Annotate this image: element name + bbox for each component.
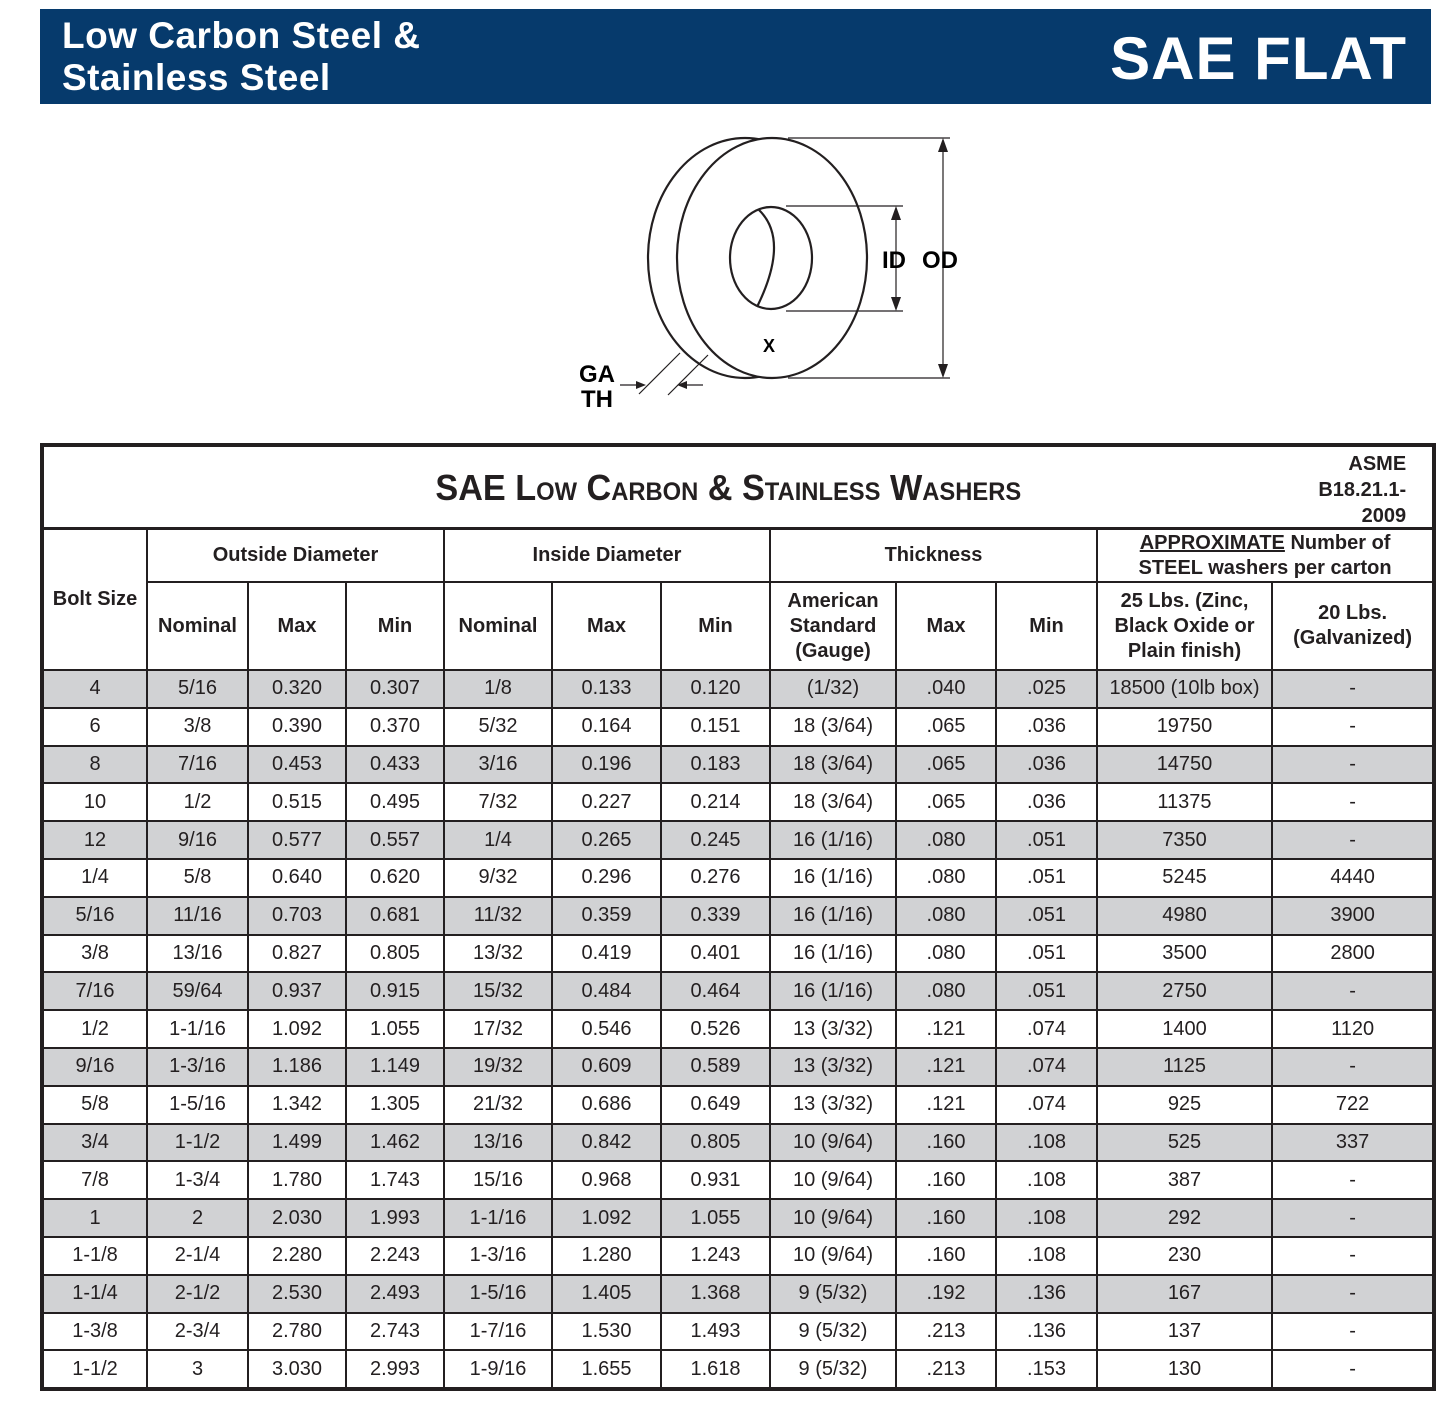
- thickness-max-cell: .160: [896, 1124, 996, 1162]
- carton-25lb-cell: 137: [1097, 1313, 1272, 1351]
- bolt-size-cell: 1-1/4: [42, 1275, 147, 1313]
- id-min-cell: 0.401: [661, 935, 770, 973]
- carton-25lb-cell: 14750: [1097, 746, 1272, 784]
- thickness-max-cell: .080: [896, 935, 996, 973]
- od-max-cell: 0.827: [248, 935, 346, 973]
- carton-20lb-cell: -: [1272, 670, 1434, 708]
- table-title-cell: [42, 445, 1434, 529]
- thickness-min-cell: .051: [996, 897, 1097, 935]
- id-min-cell: 1.368: [661, 1275, 770, 1313]
- id-max-cell: 1.092: [552, 1199, 661, 1237]
- od-max-cell: 2.280: [248, 1237, 346, 1275]
- thickness-min-cell: .025: [996, 670, 1097, 708]
- thickness-min-cell: .074: [996, 1048, 1097, 1086]
- id-max-cell: 0.609: [552, 1048, 661, 1086]
- od-max-cell: 2.030: [248, 1199, 346, 1237]
- material-line-2: Stainless Steel: [62, 57, 331, 98]
- thickness-min-cell: .051: [996, 859, 1097, 897]
- bolt-size-cell: 1/4: [42, 859, 147, 897]
- table-title: SAE Low Carbon & Stainless Washers: [435, 466, 1022, 508]
- carton-25lb-cell: 2750: [1097, 972, 1272, 1010]
- thickness-max-cell: .065: [896, 708, 996, 746]
- bolt-size-cell: 5/8: [42, 1086, 147, 1124]
- thickness-max-cell: .080: [896, 859, 996, 897]
- id-min-cell: 0.339: [661, 897, 770, 935]
- thickness-min-cell: .036: [996, 746, 1097, 784]
- standard-line: B18.21.1-: [1318, 479, 1407, 501]
- thickness-max-cell: .080: [896, 972, 996, 1010]
- thickness-max-cell: .080: [896, 897, 996, 935]
- thickness-min-cell: .036: [996, 708, 1097, 746]
- table-row: [42, 972, 1434, 1010]
- ga-label: GA: [579, 361, 615, 388]
- id-min-cell: 0.151: [661, 708, 770, 746]
- thickness-max-cell: .160: [896, 1199, 996, 1237]
- id-nominal-cell: 21/32: [444, 1086, 552, 1124]
- carton-20lb-cell: -: [1272, 746, 1434, 784]
- carton-20lb-cell: 722: [1272, 1086, 1434, 1124]
- gauge-cell: 9 (5/32): [770, 1350, 896, 1389]
- od-nominal-cell: 1-3/4: [147, 1161, 248, 1199]
- od-nominal-cell: 3: [147, 1350, 248, 1389]
- table-row: [42, 1124, 1434, 1162]
- od-min-cell: 0.620: [346, 859, 444, 897]
- id-nominal-cell: 3/16: [444, 746, 552, 784]
- carton-20lb-cell: 1120: [1272, 1010, 1434, 1048]
- thickness-max-cell: .160: [896, 1161, 996, 1199]
- bolt-size-cell: 1-1/2: [42, 1350, 147, 1389]
- od-max-cell: 1.499: [248, 1124, 346, 1162]
- id-nominal-header: Nominal: [444, 582, 552, 670]
- id-min-cell: 0.214: [661, 783, 770, 821]
- thickness-min-cell: .051: [996, 935, 1097, 973]
- carton-20lb-cell: -: [1272, 1237, 1434, 1275]
- id-nominal-cell: 5/32: [444, 708, 552, 746]
- id-min-cell: 1.243: [661, 1237, 770, 1275]
- thickness-min-cell: .136: [996, 1275, 1097, 1313]
- id-max-cell: 0.227: [552, 783, 661, 821]
- od-max-header: Max: [248, 582, 346, 670]
- gauge-cell: 10 (9/64): [770, 1124, 896, 1162]
- gauge-cell: 16 (1/16): [770, 897, 896, 935]
- bolt-size-cell: 6: [42, 708, 147, 746]
- gauge-cell: 16 (1/16): [770, 972, 896, 1010]
- od-min-cell: 1.993: [346, 1199, 444, 1237]
- thickness-min-cell: .074: [996, 1086, 1097, 1124]
- carton-25lb-cell: 387: [1097, 1161, 1272, 1199]
- id-nominal-cell: 15/16: [444, 1161, 552, 1199]
- bolt-size-cell: 3/8: [42, 935, 147, 973]
- material-title: [62, 15, 420, 99]
- od-nominal-cell: 13/16: [147, 935, 248, 973]
- gauge-cell: 16 (1/16): [770, 859, 896, 897]
- thickness-max-cell: .213: [896, 1350, 996, 1389]
- id-min-cell: 0.183: [661, 746, 770, 784]
- carton-25lb-cell: 230: [1097, 1237, 1272, 1275]
- thickness-max-cell: .065: [896, 783, 996, 821]
- od-nominal-cell: 9/16: [147, 821, 248, 859]
- carton-25lb-cell: 19750: [1097, 708, 1272, 746]
- carton-20lb-cell: -: [1272, 1313, 1434, 1351]
- od-nominal-header: Nominal: [147, 582, 248, 670]
- id-min-header: Min: [661, 582, 770, 670]
- carton-25lb-cell: 1125: [1097, 1048, 1272, 1086]
- id-nominal-cell: 1-5/16: [444, 1275, 552, 1313]
- bolt-size-cell: 1-3/8: [42, 1313, 147, 1351]
- id-max-cell: 0.359: [552, 897, 661, 935]
- table-row: [42, 1237, 1434, 1275]
- thickness-max-cell: .121: [896, 1048, 996, 1086]
- thickness-min-cell: .153: [996, 1350, 1097, 1389]
- bolt-size-cell: 1-1/8: [42, 1237, 147, 1275]
- thickness-min-cell: .108: [996, 1124, 1097, 1162]
- id-min-cell: 0.649: [661, 1086, 770, 1124]
- od-max-cell: 0.515: [248, 783, 346, 821]
- id-min-cell: 0.805: [661, 1124, 770, 1162]
- od-max-cell: 0.320: [248, 670, 346, 708]
- id-max-cell: 1.280: [552, 1237, 661, 1275]
- carton-20lb-cell: 4440: [1272, 859, 1434, 897]
- od-max-cell: 1.342: [248, 1086, 346, 1124]
- od-label: OD: [922, 247, 958, 274]
- standard-line: ASME: [1348, 453, 1407, 475]
- id-nominal-cell: 1-9/16: [444, 1350, 552, 1389]
- bolt-size-cell: 1/2: [42, 1010, 147, 1048]
- id-nominal-cell: 17/32: [444, 1010, 552, 1048]
- od-max-cell: 0.577: [248, 821, 346, 859]
- carton-20lb-cell: -: [1272, 783, 1434, 821]
- id-max-cell: 0.968: [552, 1161, 661, 1199]
- id-min-cell: 0.526: [661, 1010, 770, 1048]
- carton-20lb-cell: 337: [1272, 1124, 1434, 1162]
- table-row: [42, 708, 1434, 746]
- thickness-min-cell: .036: [996, 783, 1097, 821]
- id-max-cell: 0.484: [552, 972, 661, 1010]
- od-max-cell: 2.530: [248, 1275, 346, 1313]
- carton-25lb-header: 25 Lbs. (Zinc, Black Oxide or Plain finish): [1097, 582, 1272, 670]
- carton-20lb-cell: -: [1272, 1048, 1434, 1086]
- standard-reference: [1318, 451, 1406, 529]
- carton-25lb-cell: 5245: [1097, 859, 1272, 897]
- carton-header-emphasis: APPROXIMATE: [1139, 531, 1285, 554]
- table-row: [42, 746, 1434, 784]
- gauge-cell: 16 (1/16): [770, 821, 896, 859]
- carton-20lb-cell: -: [1272, 1161, 1434, 1199]
- table-row: [42, 1161, 1434, 1199]
- thickness-max-cell: .160: [896, 1237, 996, 1275]
- carton-header-rest: Number of STEEL washers per carton: [1138, 531, 1392, 579]
- id-max-cell: 0.419: [552, 935, 661, 973]
- thickness-max-cell: .121: [896, 1086, 996, 1124]
- od-max-cell: 2.780: [248, 1313, 346, 1351]
- id-nominal-cell: 7/32: [444, 783, 552, 821]
- od-nominal-cell: 2-1/2: [147, 1275, 248, 1313]
- thickness-min-cell: .051: [996, 821, 1097, 859]
- carton-25lb-cell: 167: [1097, 1275, 1272, 1313]
- id-nominal-cell: 1-3/16: [444, 1237, 552, 1275]
- carton-25lb-cell: 1400: [1097, 1010, 1272, 1048]
- thickness-max-cell: .040: [896, 670, 996, 708]
- material-line-1: Low Carbon Steel &: [62, 15, 421, 56]
- id-max-cell: 0.196: [552, 746, 661, 784]
- carton-20lb-cell: -: [1272, 1199, 1434, 1237]
- od-min-cell: 0.805: [346, 935, 444, 973]
- od-max-cell: 0.937: [248, 972, 346, 1010]
- inside-diameter-header: Inside Diameter: [444, 529, 770, 583]
- carton-25lb-cell: 18500 (10lb box): [1097, 670, 1272, 708]
- id-max-cell: 0.133: [552, 670, 661, 708]
- id-min-cell: 1.055: [661, 1199, 770, 1237]
- bolt-size-cell: 7/16: [42, 972, 147, 1010]
- carton-20lb-cell: -: [1272, 1350, 1434, 1389]
- product-title: SAE FLAT: [1110, 25, 1407, 92]
- gauge-cell: 9 (5/32): [770, 1313, 896, 1351]
- washer-diagram: [560, 120, 980, 420]
- gauge-cell: 10 (9/64): [770, 1161, 896, 1199]
- od-min-cell: 0.370: [346, 708, 444, 746]
- bolt-size-cell: 3/4: [42, 1124, 147, 1162]
- table-row: [42, 1199, 1434, 1237]
- thickness-min-cell: .074: [996, 1010, 1097, 1048]
- bolt-size-header: Bolt Size: [42, 529, 147, 671]
- od-nominal-cell: 5/16: [147, 670, 248, 708]
- bolt-size-cell: 9/16: [42, 1048, 147, 1086]
- od-min-cell: 2.493: [346, 1275, 444, 1313]
- id-min-cell: 0.464: [661, 972, 770, 1010]
- table-row: [42, 670, 1434, 708]
- od-nominal-cell: 3/8: [147, 708, 248, 746]
- od-min-cell: 0.915: [346, 972, 444, 1010]
- carton-20lb-cell: -: [1272, 1275, 1434, 1313]
- carton-20lb-cell: -: [1272, 708, 1434, 746]
- id-min-cell: 0.931: [661, 1161, 770, 1199]
- od-max-cell: 1.780: [248, 1161, 346, 1199]
- id-nominal-cell: 1-7/16: [444, 1313, 552, 1351]
- gauge-cell: 13 (3/32): [770, 1010, 896, 1048]
- od-nominal-cell: 1-1/2: [147, 1124, 248, 1162]
- od-nominal-cell: 11/16: [147, 897, 248, 935]
- carton-20lb-cell: -: [1272, 821, 1434, 859]
- table-row: [42, 935, 1434, 973]
- id-max-cell: 1.405: [552, 1275, 661, 1313]
- id-min-cell: 1.493: [661, 1313, 770, 1351]
- carton-20lb-cell: 3900: [1272, 897, 1434, 935]
- id-nominal-cell: 13/16: [444, 1124, 552, 1162]
- outside-diameter-header: Outside Diameter: [147, 529, 444, 583]
- thickness-max-cell: .213: [896, 1313, 996, 1351]
- od-min-cell: 0.433: [346, 746, 444, 784]
- table-row: [42, 1313, 1434, 1351]
- od-nominal-cell: 2-1/4: [147, 1237, 248, 1275]
- carton-25lb-cell: 11375: [1097, 783, 1272, 821]
- od-nominal-cell: 2: [147, 1199, 248, 1237]
- id-label: ID: [882, 247, 906, 274]
- carton-25lb-cell: 130: [1097, 1350, 1272, 1389]
- id-nominal-cell: 19/32: [444, 1048, 552, 1086]
- od-nominal-cell: 7/16: [147, 746, 248, 784]
- x-label: X: [763, 336, 776, 356]
- carton-20lb-header: 20 Lbs. (Galvanized): [1272, 582, 1434, 670]
- gauge-header: American Standard (Gauge): [770, 582, 896, 670]
- gauge-cell: 18 (3/64): [770, 783, 896, 821]
- gauge-cell: 13 (3/32): [770, 1048, 896, 1086]
- id-max-cell: 0.546: [552, 1010, 661, 1048]
- id-nominal-cell: 13/32: [444, 935, 552, 973]
- id-nominal-cell: 11/32: [444, 897, 552, 935]
- thickness-min-cell: .108: [996, 1237, 1097, 1275]
- id-min-cell: 0.120: [661, 670, 770, 708]
- gauge-cell: 9 (5/32): [770, 1275, 896, 1313]
- bolt-size-cell: 7/8: [42, 1161, 147, 1199]
- od-min-cell: 1.055: [346, 1010, 444, 1048]
- table-row: [42, 1048, 1434, 1086]
- thickness-header: Thickness: [770, 529, 1097, 583]
- od-max-cell: 0.390: [248, 708, 346, 746]
- carton-25lb-cell: 525: [1097, 1124, 1272, 1162]
- table-row: [42, 821, 1434, 859]
- thickness-max-cell: .192: [896, 1275, 996, 1313]
- thickness-min-cell: .051: [996, 972, 1097, 1010]
- id-max-cell: 0.164: [552, 708, 661, 746]
- od-min-cell: 1.743: [346, 1161, 444, 1199]
- bolt-size-cell: 10: [42, 783, 147, 821]
- od-max-cell: 3.030: [248, 1350, 346, 1389]
- od-max-cell: 0.453: [248, 746, 346, 784]
- id-min-cell: 0.276: [661, 859, 770, 897]
- table-row: [42, 1010, 1434, 1048]
- washer-spec-table: [40, 443, 1436, 1391]
- id-nominal-cell: 1/8: [444, 670, 552, 708]
- od-nominal-cell: 1/2: [147, 783, 248, 821]
- id-min-cell: 0.589: [661, 1048, 770, 1086]
- gauge-cell: 18 (3/64): [770, 708, 896, 746]
- thickness-max-cell: .065: [896, 746, 996, 784]
- id-min-cell: 0.245: [661, 821, 770, 859]
- id-max-cell: 1.655: [552, 1350, 661, 1389]
- od-min-cell: 0.557: [346, 821, 444, 859]
- thickness-min-cell: .136: [996, 1313, 1097, 1351]
- id-max-header: Max: [552, 582, 661, 670]
- thickness-min-header: Min: [996, 582, 1097, 670]
- id-nominal-cell: 15/32: [444, 972, 552, 1010]
- id-nominal-cell: 1/4: [444, 821, 552, 859]
- table-row: [42, 1350, 1434, 1389]
- thickness-max-header: Max: [896, 582, 996, 670]
- thickness-min-cell: .108: [996, 1199, 1097, 1237]
- id-nominal-cell: 1-1/16: [444, 1199, 552, 1237]
- id-min-cell: 1.618: [661, 1350, 770, 1389]
- od-nominal-cell: 1-3/16: [147, 1048, 248, 1086]
- table-row: [42, 783, 1434, 821]
- gauge-cell: (1/32): [770, 670, 896, 708]
- id-max-cell: 0.265: [552, 821, 661, 859]
- bolt-size-cell: 8: [42, 746, 147, 784]
- gauge-cell: 10 (9/64): [770, 1199, 896, 1237]
- od-min-cell: 0.681: [346, 897, 444, 935]
- od-nominal-cell: 5/8: [147, 859, 248, 897]
- od-min-cell: 0.307: [346, 670, 444, 708]
- id-max-cell: 0.686: [552, 1086, 661, 1124]
- carton-20lb-cell: -: [1272, 972, 1434, 1010]
- bolt-size-cell: 12: [42, 821, 147, 859]
- od-max-cell: 1.092: [248, 1010, 346, 1048]
- od-nominal-cell: 2-3/4: [147, 1313, 248, 1351]
- table-body: [42, 670, 1434, 1389]
- carton-25lb-cell: 7350: [1097, 821, 1272, 859]
- carton-header: [1097, 529, 1434, 583]
- od-min-cell: 1.149: [346, 1048, 444, 1086]
- gauge-cell: 13 (3/32): [770, 1086, 896, 1124]
- od-max-cell: 0.703: [248, 897, 346, 935]
- carton-25lb-cell: 3500: [1097, 935, 1272, 973]
- table-row: [42, 1086, 1434, 1124]
- carton-25lb-cell: 4980: [1097, 897, 1272, 935]
- table-row: [42, 1275, 1434, 1313]
- od-min-header: Min: [346, 582, 444, 670]
- carton-25lb-cell: 292: [1097, 1199, 1272, 1237]
- gauge-cell: 10 (9/64): [770, 1237, 896, 1275]
- od-min-cell: 1.462: [346, 1124, 444, 1162]
- od-max-cell: 0.640: [248, 859, 346, 897]
- carton-20lb-cell: 2800: [1272, 935, 1434, 973]
- thickness-max-cell: .121: [896, 1010, 996, 1048]
- table-row: [42, 859, 1434, 897]
- od-nominal-cell: 1-1/16: [147, 1010, 248, 1048]
- od-min-cell: 2.993: [346, 1350, 444, 1389]
- thickness-min-cell: .108: [996, 1161, 1097, 1199]
- id-max-cell: 1.530: [552, 1313, 661, 1351]
- bolt-size-cell: 4: [42, 670, 147, 708]
- id-max-cell: 0.842: [552, 1124, 661, 1162]
- bolt-size-cell: 5/16: [42, 897, 147, 935]
- id-max-cell: 0.296: [552, 859, 661, 897]
- od-max-cell: 1.186: [248, 1048, 346, 1086]
- od-min-cell: 2.243: [346, 1237, 444, 1275]
- thickness-max-cell: .080: [896, 821, 996, 859]
- gauge-cell: 18 (3/64): [770, 746, 896, 784]
- gauge-cell: 16 (1/16): [770, 935, 896, 973]
- od-min-cell: 1.305: [346, 1086, 444, 1124]
- carton-25lb-cell: 925: [1097, 1086, 1272, 1124]
- bolt-size-cell: 1: [42, 1199, 147, 1237]
- od-min-cell: 2.743: [346, 1313, 444, 1351]
- th-label: TH: [581, 386, 613, 413]
- header-banner: [40, 9, 1431, 104]
- table-row: [42, 897, 1434, 935]
- od-min-cell: 0.495: [346, 783, 444, 821]
- id-nominal-cell: 9/32: [444, 859, 552, 897]
- od-nominal-cell: 1-5/16: [147, 1086, 248, 1124]
- standard-line: 2009: [1361, 505, 1407, 527]
- od-nominal-cell: 59/64: [147, 972, 248, 1010]
